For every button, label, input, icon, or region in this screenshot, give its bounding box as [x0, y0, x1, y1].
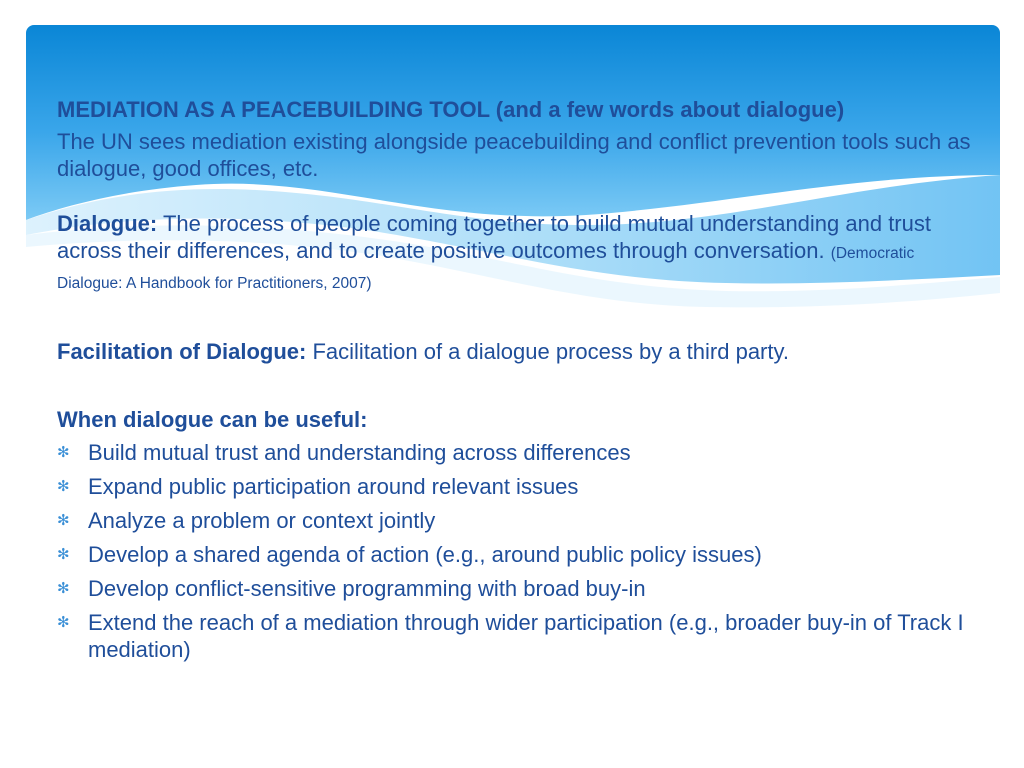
asterisk-bullet-icon: ✻: [57, 546, 70, 563]
slide-body: [57, 96, 977, 670]
asterisk-bullet-icon: ✻: [57, 512, 70, 529]
list-item-text: Extend the reach of a mediation through wider participation (e.g., broader buy-in of Track I mediation): [88, 610, 964, 662]
list-item: [57, 473, 977, 500]
list-item-text: Analyze a problem or context jointly: [88, 508, 436, 533]
dialogue-definition: [57, 210, 977, 297]
facilitation-term: Facilitation of Dialogue:: [57, 339, 307, 364]
list-item: [57, 439, 977, 466]
list-item: [57, 609, 977, 663]
asterisk-bullet-icon: ✻: [57, 478, 70, 495]
list-item: [57, 541, 977, 568]
list-item-text: Develop conflict-sensitive programming with broad buy-in: [88, 576, 646, 601]
dialogue-citation: (Democratic Dialogue: A Handbook for Practitioners, 2007): [57, 245, 915, 292]
intro-text: The UN sees mediation existing alongside peacebuilding and conflict prevention tools such as dialogue, good offices, etc.: [57, 129, 971, 181]
heading-subtitle: (and a few words about dialogue): [489, 97, 845, 122]
list-item-text: Build mutual trust and understanding across differences: [88, 440, 631, 465]
list-item: [57, 507, 977, 534]
asterisk-bullet-icon: ✻: [57, 614, 70, 631]
slide-heading: [57, 96, 977, 123]
list-item-text: Develop a shared agenda of action (e.g., around public policy issues): [88, 542, 762, 567]
useful-list: [57, 439, 977, 663]
asterisk-bullet-icon: ✻: [57, 444, 70, 461]
dialogue-definition-text: The process of people coming together to build mutual understanding and trust across their differences, and to create positive outcomes through conversation.: [57, 211, 931, 263]
useful-heading: When dialogue can be useful:: [57, 407, 368, 432]
dialogue-term: Dialogue:: [57, 211, 158, 236]
list-item: [57, 575, 977, 602]
asterisk-bullet-icon: ✻: [57, 580, 70, 597]
list-item-text: Expand public participation around relevant issues: [88, 474, 579, 499]
heading-bold: MEDIATION AS A PEACEBUILDING TOOL: [57, 97, 490, 122]
facilitation-definition-text: Facilitation of a dialogue process by a third party.: [306, 339, 789, 364]
facilitation-definition: [57, 338, 977, 365]
